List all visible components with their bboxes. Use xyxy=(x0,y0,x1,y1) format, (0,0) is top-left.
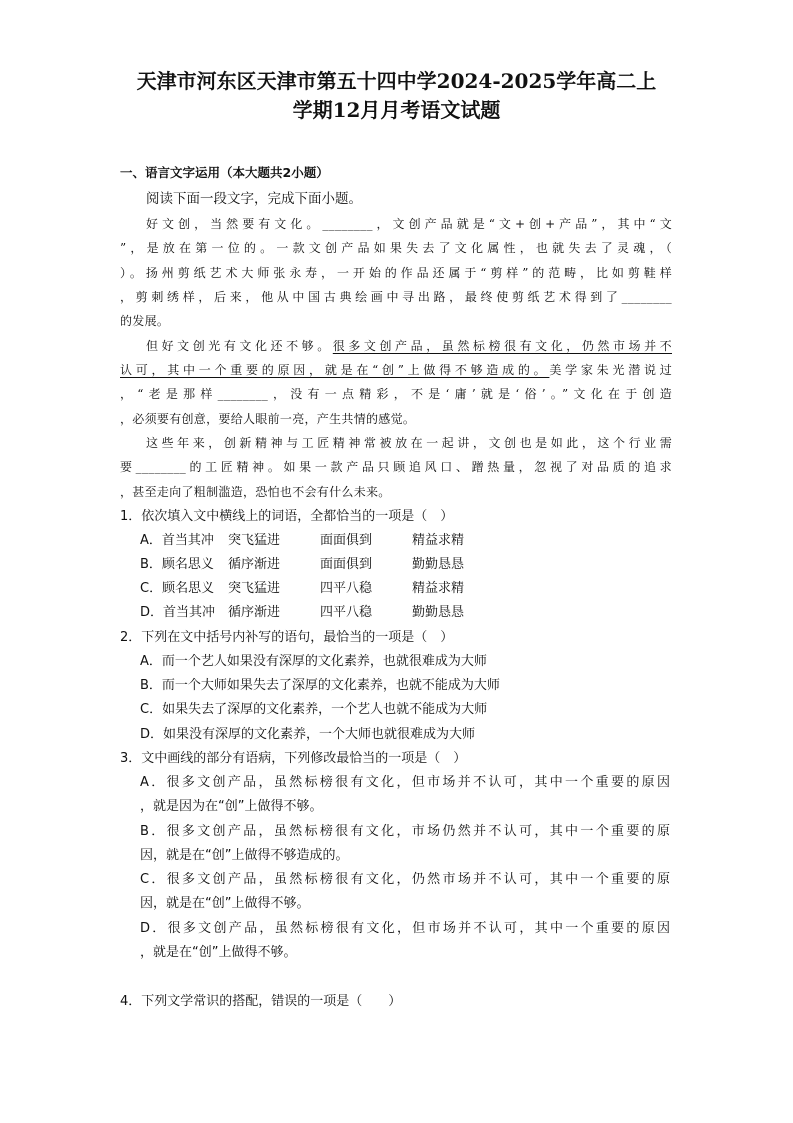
question-4-stem: 4．下列文学常识的搭配，错误的一项是（ ） xyxy=(120,994,402,1009)
option-c-word-4: 精益求精 xyxy=(412,581,465,596)
question-2-option-d: D．如果没有深厚的文化素养，一个大师也就很难成为大师 xyxy=(140,727,476,742)
passage-p2-line-2-plain: 美学家朱光潜说过 xyxy=(549,363,673,377)
reading-instruction: 阅读下面一段文字，完成下面小题。 xyxy=(146,191,362,207)
passage-p1-line-4: ，剪刺绣样，后来，他从中国古典绘画中寻出路，最终使剪纸艺术得到了________ xyxy=(120,290,672,304)
option-d-word-3: 四平八稳 xyxy=(320,605,373,620)
passage-p2-line-1-plain: 但好文创光有文化还不够。 xyxy=(146,339,333,353)
passage-p2-line-1 xyxy=(120,334,672,358)
exam-title-line-2: 学期12月月考语文试题 xyxy=(292,98,501,122)
question-3-option-d-line-1: D．很多文创产品，虽然标榜很有文化，但市场并不认可，其中一个重要的原因 xyxy=(140,921,670,936)
question-1-stem: 1．依次填入文中横线上的词语，全都恰当的一项是（ ） xyxy=(120,509,454,524)
option-c-word-3: 四平八稳 xyxy=(320,581,373,596)
question-2-stem: 2．下列在文中括号内补写的语句，最恰当的一项是（ ） xyxy=(120,630,454,645)
option-a-word-1: A．首当其冲 xyxy=(140,533,214,548)
option-d-word-4: 勤勤恳恳 xyxy=(412,605,465,620)
option-d-word-2: 循序渐进 xyxy=(228,605,281,620)
option-d-word-1: D．首当其冲 xyxy=(140,605,216,620)
option-b-word-1: B．顾名思义 xyxy=(140,557,214,572)
question-3-option-a-line-2: ，就是因为在“创”上做得不够。 xyxy=(140,799,323,814)
passage-p3-line-2: 要________的工匠精神。如果一款产品只顾追风口、蹭热量，忽视了对品质的追求 xyxy=(120,460,672,474)
question-3-option-d-line-2: ，就是在“创”上做得不够。 xyxy=(140,945,297,960)
option-b-word-2: 循序渐进 xyxy=(228,557,281,572)
question-3-option-c-line-1: C．很多文创产品，虽然标榜很有文化，仍然市场并不认可，其中一个重要的原 xyxy=(140,872,670,887)
passage-p1-line-3: ）。扬州剪纸艺术大师张永寿，一开始的作品还属于“剪样”的范畴，比如剪鞋样 xyxy=(120,266,672,280)
passage-p1-line-1: 好文创，当然要有文化。________，文创产品就是“文+创+产品”，其中“文 xyxy=(146,217,672,231)
question-3-option-a-line-1: A．很多文创产品，虽然标榜很有文化，但市场并不认可，其中一个重要的原因 xyxy=(140,775,670,790)
option-a-word-2: 突飞猛进 xyxy=(228,533,281,548)
question-3-option-b-line-2: 因，就是在“创”上做得不够造成的。 xyxy=(140,848,349,863)
question-2-option-b: B．而一个大师如果失去了深厚的文化素养，也就不能成为大师 xyxy=(140,678,500,693)
passage-p2-line-4: ，必须要有创意，要给人眼前一亮，产生共情的感觉。 xyxy=(120,412,416,426)
question-2-option-c: C．如果失去了深厚的文化素养，一个艺人也就不能成为大师 xyxy=(140,702,488,717)
question-3-option-b-line-1: B．很多文创产品，虽然标榜很有文化，市场仍然并不认可，其中一个重要的原 xyxy=(140,824,670,839)
underlined-sentence-part-2: 认可，其中一个重要的原因，就是在“创”上做得不够造成的。 xyxy=(120,363,550,377)
question-3-option-c-line-2: 因，就是在“创”上做得不够。 xyxy=(140,896,310,911)
question-3-stem: 3．文中画线的部分有语病，下列修改最恰当的一项是（ ） xyxy=(120,751,467,766)
passage-p1-line-2: ”，是放在第一位的。一款文创产品如果失去了文化属性，也就失去了灵魂，（ xyxy=(120,241,672,255)
option-a-word-4: 精益求精 xyxy=(412,533,465,548)
underlined-sentence-part-1: 很多文创产品，虽然标榜很有文化，仍然市场并不 xyxy=(332,339,672,353)
passage-p2-line-2 xyxy=(120,358,672,382)
option-b-word-4: 勤勤恳恳 xyxy=(412,557,465,572)
question-2-option-a: A．而一个艺人如果没有深厚的文化素养，也就很难成为大师 xyxy=(140,654,487,669)
question-1-option-b xyxy=(140,553,504,577)
exam-title-line-1: 天津市河东区天津市第五十四中学2024-2025学年高二上 xyxy=(136,69,657,93)
passage-p3-line-3: ，甚至走向了粗制滥造，恐怕也不会有什么未来。 xyxy=(120,485,391,499)
passage-p1-line-5: 的发展。 xyxy=(120,314,170,328)
option-c-word-2: 突飞猛进 xyxy=(228,581,281,596)
question-1-option-c xyxy=(140,577,504,601)
question-1-option-d xyxy=(140,601,504,625)
option-a-word-3: 面面俱到 xyxy=(320,533,373,548)
option-c-word-1: C．顾名思义 xyxy=(140,581,215,596)
option-b-word-3: 面面俱到 xyxy=(320,557,373,572)
passage-p2-line-3: ，“老是那样________，没有一点精彩，不是‘庸’就是‘俗’。”文化在于创造 xyxy=(120,387,672,401)
section-heading: 一、语言文字运用（本大题共2小题） xyxy=(120,165,329,180)
question-1-option-a xyxy=(140,529,504,553)
passage-p3-line-1: 这些年来，创新精神与工匠精神常被放在一起讲，文创也是如此，这个行业需 xyxy=(146,436,672,450)
